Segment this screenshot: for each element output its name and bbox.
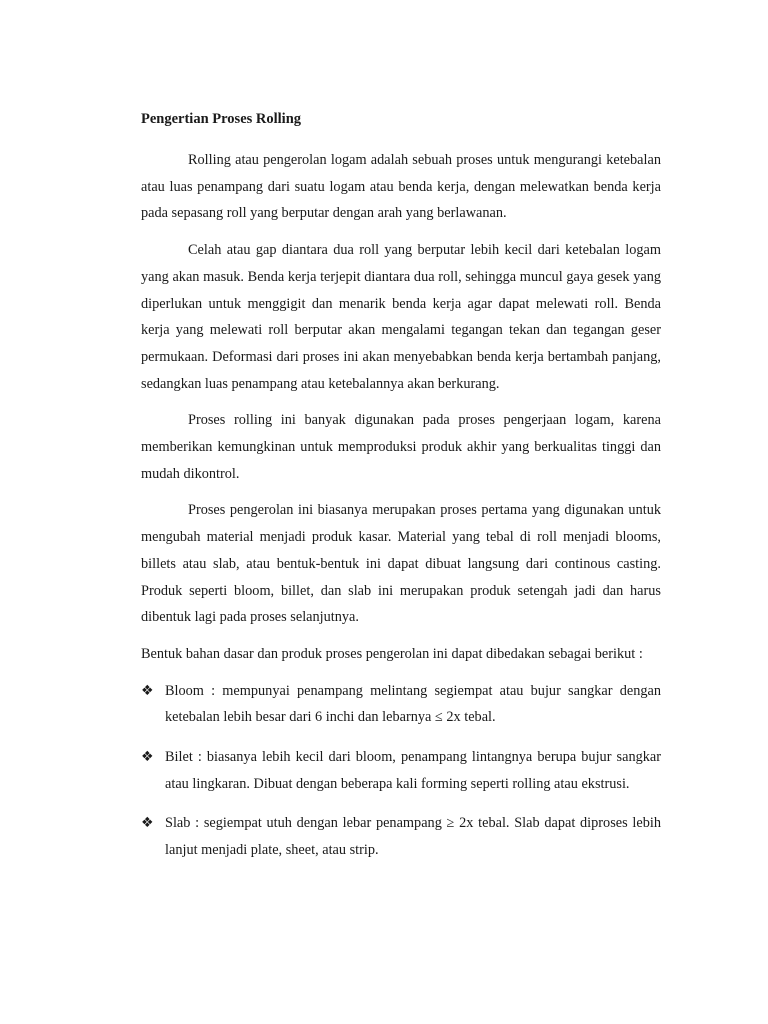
paragraph-intro: Bentuk bahan dasar dan produk proses pengerolan ini dapat dibedakan sebagai berikut : bbox=[141, 645, 643, 662]
list-item-bilet bbox=[141, 744, 661, 797]
paragraph-first-process: Proses pengerolan ini biasanya merupakan proses pertama yang digunakan untuk mengubah material menjadi produk kasar. Material yang tebal di roll menjadi blooms, billets atau slab, atau bentuk-bentuk ini dapat dibuat langsung dari continous casting. Produk seperti bloom, billet, dan slab ini merupakan produk setengah jadi dan harus dibentuk lagi pada proses selanjutnya. bbox=[141, 502, 661, 626]
product-list bbox=[141, 678, 661, 864]
list-item-text: Bilet : biasanya lebih kecil dari bloom, penampang lintangnya berupa bujur sangkar atau lingkaran. Dibuat dengan beberapa kali forming seperti rolling atau ekstrusi. bbox=[165, 749, 661, 792]
page-title: Pengertian Proses Rolling bbox=[141, 111, 302, 127]
paragraph-roll-gap: Celah atau gap diantara dua roll yang berputar lebih kecil dari ketebalan logam yang akan masuk. Benda kerja terjepit diantara dua roll, sehingga muncul gaya gesek yang diperlukan untuk menggigit dan menarik benda kerja agar dapat melewati roll. Benda kerja yang melewati roll berputar akan mengalami tegangan tekan dan tegangan geser permukaan. Deformasi dari proses ini akan menyebabkan benda kerja bertambah panjang, sedangkan luas penampang atau ketebalannya akan berkurang. bbox=[141, 242, 661, 392]
diamond-bullet-icon: ❖ bbox=[141, 749, 154, 766]
list-item-text: Slab : segiempat utuh dengan lebar penampang ≥ 2x tebal. Slab dapat diproses lebih lanjut menjadi plate, sheet, atau strip. bbox=[165, 815, 661, 859]
paragraph-definition: Rolling atau pengerolan logam adalah sebuah proses untuk mengurangi ketebalan atau luas penampang dari suatu logam atau benda kerja, dengan melewatkan benda kerja pada sepasang roll yang berputar dengan arah yang berlawanan. bbox=[141, 152, 661, 222]
paragraph-usage: Proses rolling ini banyak digunakan pada proses pengerjaan logam, karena memberikan kemungkinan untuk memproduksi produk akhir yang berkualitas tinggi dan mudah dikontrol. bbox=[141, 412, 661, 482]
document-page bbox=[141, 108, 661, 877]
list-item-text: Bloom : mempunyai penampang melintang segiempat atau bujur sangkar dengan ketebalan lebih besar dari 6 inchi dan lebarnya ≤ 2x tebal. bbox=[165, 682, 661, 726]
diamond-bullet-icon: ❖ bbox=[141, 682, 154, 699]
list-item-slab bbox=[141, 810, 661, 863]
list-item-bloom bbox=[141, 678, 661, 731]
diamond-bullet-icon: ❖ bbox=[141, 815, 154, 832]
